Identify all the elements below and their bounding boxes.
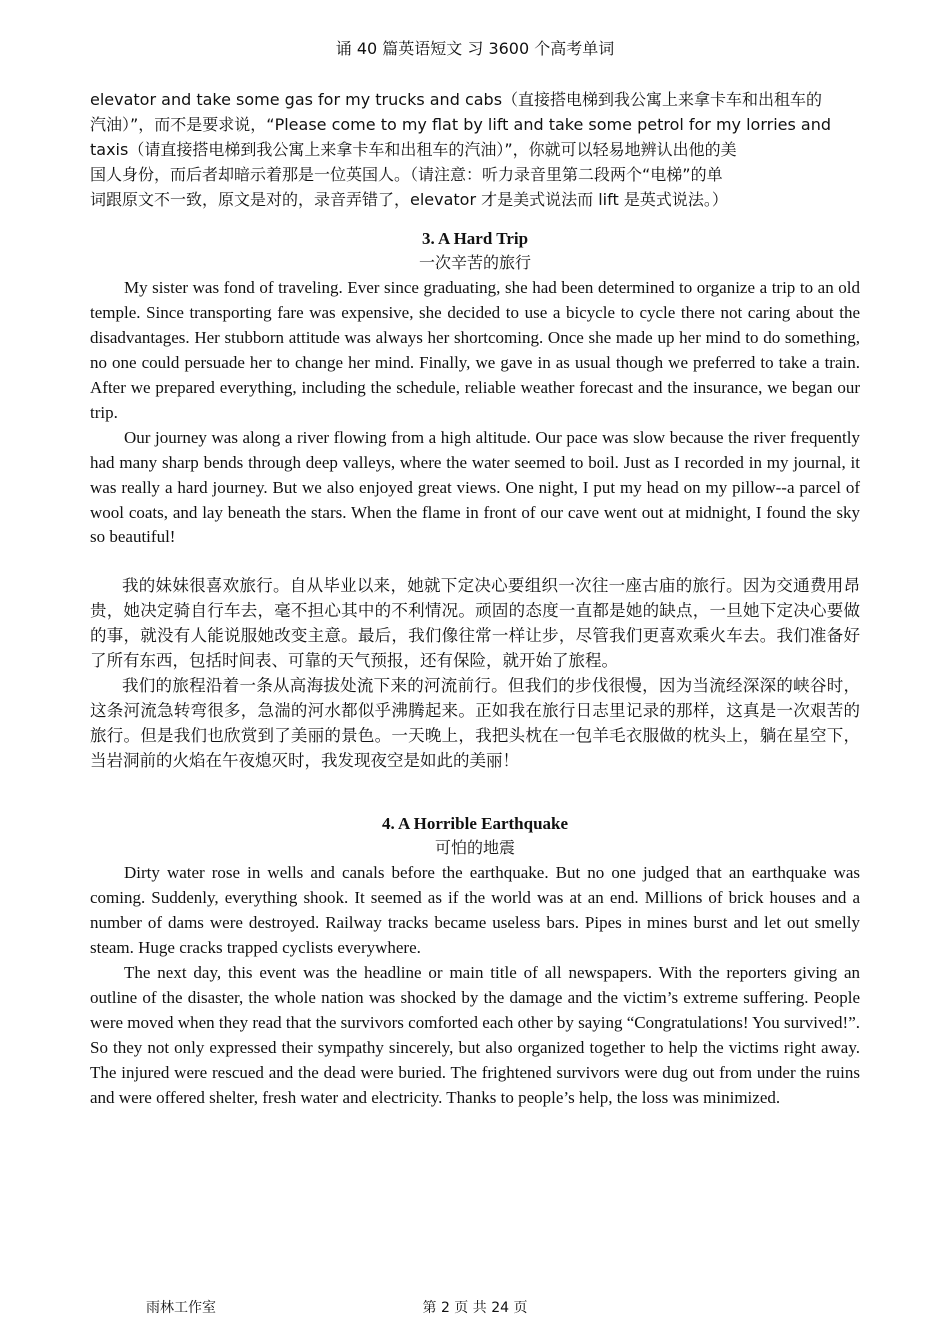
english-paragraph: Our journey was along a river flowing from a high altitude. Our pace was slow because the river frequently had many sharp bends through deep valleys, where the water seemed to boil. Just as I recorded in my journal, it was really a hard journey. But we also enjoyed great views. One night, I put my head on my pillow--a parcel of wool coats, and lay beneath the stars. When the flame in front of our cave went out at midnight, I found the sky so beautiful! (90, 427, 860, 547)
section-title: 3. A Hard Trip (421, 228, 529, 248)
footer-page-number: 第 2 页 共 24 页 (422, 1300, 528, 1316)
english-paragraph: Dirty water rose in wells and canals before the earthquake. But no one judged that an earthquake was coming. Suddenly, everything shook. It seemed as if the world was at an end. Millions of brick houses and a number of dams were destroyed. Railway tracks became useless bars. Pipes in mines burst and let out smelly steam. Huge cracks trapped cyclists everywhere. (90, 863, 860, 958)
section-subtitle: 一次辛苦的旅行 (418, 253, 531, 273)
chinese-paragraph: 我的妹妹很喜欢旅行。自从毕业以来，她就下定决心要组织一次往一座古庙的旅行。因为交通费用昂贵，她决定骑自行车去，毫不担心其中的不利情况。顽固的态度一直都是她的缺点，一旦她下定决心要做的事，就没有人能说服她改变主意。最后，我们像往常一样让步，尽管我们更喜欢乘火车去。我们准备好了所有东西，包括时间表、可靠的天气预报，还有保险，就开始了旅程。 (90, 576, 860, 671)
section-title: 4. A Horrible Earthquake (381, 813, 569, 833)
intro-line: taxis（请直接搭电梯到我公寓上来拿卡车和出租车的汽油）”，你就可以轻易地辨认出他的美 (90, 139, 737, 159)
page-header: 诵 40 篇英语短文 习 3600 个高考单词 (335, 39, 615, 58)
english-paragraph: The next day, this event was the headline or main title of all newspapers. With the reporters giving an outline of the disaster, the whole nation was shocked by the damage and the victim’s extreme suffering. People were moved when they read that the survivors comforted each other by saying “Congratulations! You survived!”. So they not only expressed their sympathy sincerely, but also organized together to help the victims right away. The injured were rescued and the dead were buried. The frightened survivors were dug out from under the ruins and were offered shelter, fresh water and electricity. Thanks to people’s help, the loss was minimized. (90, 963, 860, 1107)
section-subtitle: 可怕的地震 (434, 838, 515, 858)
document-body (90, 88, 860, 1110)
footer-studio: 雨林工作室 (146, 1300, 216, 1316)
english-paragraph: My sister was fond of traveling. Ever since graduating, she had been determined to organize a trip to an old temple. Since transporting fare was expensive, she decided to use a bicycle to cycle there not caring about the disadvantages. Her stubborn attitude was always her shortcoming. Once she made up her mind to do something, no one could persuade her to change her mind. Finally, we gave in as usual though we preferred to take a train. After we prepared everything, including the schedule, reliable weather forecast and the insurance, we began our trip. (90, 278, 860, 422)
intro-line: elevator and take some gas for my trucks and cabs（直接搭电梯到我公寓上来拿卡车和出租车的 (90, 90, 823, 109)
intro-line: 国人身份，而后者却暗示着那是一位英国人。（请注意：听力录音里第二段两个“电梯”的单 (90, 164, 723, 184)
intro-paragraph (90, 88, 860, 213)
intro-line: 词跟原文不一致，原文是对的，录音弄错了，elevator 才是美式说法而 lift 是英式说法。） (90, 189, 728, 209)
chinese-paragraph: 我们的旅程沿着一条从高海拔处流下来的河流前行。但我们的步伐很慢，因为当流经深深的峡谷时，这条河流急转弯很多，急湍的河水都似乎沸腾起来。正如我在旅行日志里记录的那样，这真是一次艰苦的旅行。但是我们也欣赏到了美丽的景色。一天晚上，我把头枕在一包羊毛衣服做的枕头上，躺在星空下，当岩洞前的火焰在午夜熄灭时，我发现夜空是如此的美丽！ (90, 675, 860, 770)
intro-line: 汽油）”，而不是要求说，“Please come to my flat by lift and take some petrol for my lorries and (90, 114, 832, 134)
